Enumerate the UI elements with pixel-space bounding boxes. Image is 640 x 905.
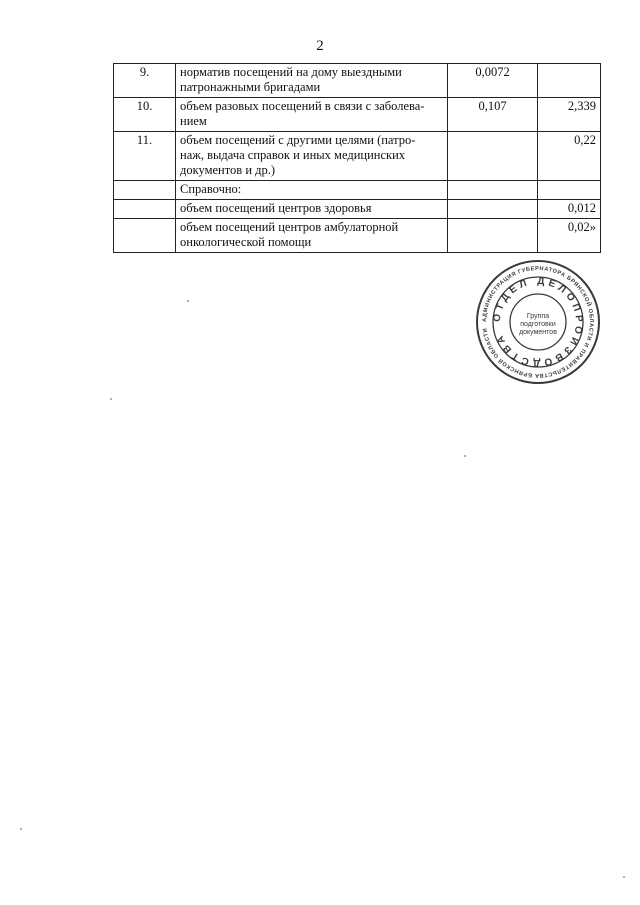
value-column-1 [448, 181, 538, 200]
value-column-2: 2,339 [538, 98, 601, 132]
table-row [114, 132, 601, 181]
data-table [113, 63, 601, 253]
table-row [114, 219, 601, 253]
row-description: объем разовых посещений в связи с заболева- нием [176, 98, 448, 132]
scan-speck [187, 300, 189, 302]
row-number: 11. [114, 132, 176, 181]
stamp-center-line: документов [519, 329, 557, 336]
value-column-1: 0,0072 [448, 64, 538, 98]
stamp-center-text [519, 313, 557, 336]
stamp-inner-ring-text: ОТДЕЛ ДЕЛОПРОИЗВОДСТВА [491, 275, 585, 369]
value-column-2: 0,012 [538, 200, 601, 219]
value-column-2: 0,22 [538, 132, 601, 181]
value-column-1 [448, 219, 538, 253]
scan-speck [464, 455, 466, 457]
row-description: объем посещений центров здоровья [176, 200, 448, 219]
stamp-center-line: подготовки [520, 321, 556, 328]
value-column-2 [538, 181, 601, 200]
row-number [114, 200, 176, 219]
row-number [114, 181, 176, 200]
table-row [114, 200, 601, 219]
scan-speck [623, 876, 625, 878]
office-stamp [474, 258, 602, 386]
scan-speck [110, 398, 112, 400]
table-row [114, 64, 601, 98]
row-number: 9. [114, 64, 176, 98]
value-column-1 [448, 132, 538, 181]
stamp-center-line: Группа [526, 313, 550, 320]
table-row [114, 181, 601, 200]
value-column-2 [538, 64, 601, 98]
row-description: объем посещений центров амбулаторной онкологической помощи [176, 219, 448, 253]
row-description: Справочно: [176, 181, 448, 200]
value-column-1 [448, 200, 538, 219]
value-column-1: 0,107 [448, 98, 538, 132]
row-number: 10. [114, 98, 176, 132]
row-number [114, 219, 176, 253]
table-row [114, 98, 601, 132]
value-column-2: 0,02» [538, 219, 601, 253]
row-description: объем посещений с другими целями (патро- наж, выдача справок и иных медицинских документов и др.) [176, 132, 448, 181]
row-description: норматив посещений на дому выездными патронажными бригадами [176, 64, 448, 98]
scan-speck [20, 828, 22, 830]
stamp-outer-ring-text: АДМИНИСТРАЦИЯ ГУБЕРНАТОРА БРЯНСКОЙ ОБЛАСТИ И ПРАВИТЕЛЬСТВА БРЯНСКОЙ ОБЛАСТИ [481, 265, 595, 379]
page-number: 2 [316, 38, 324, 54]
